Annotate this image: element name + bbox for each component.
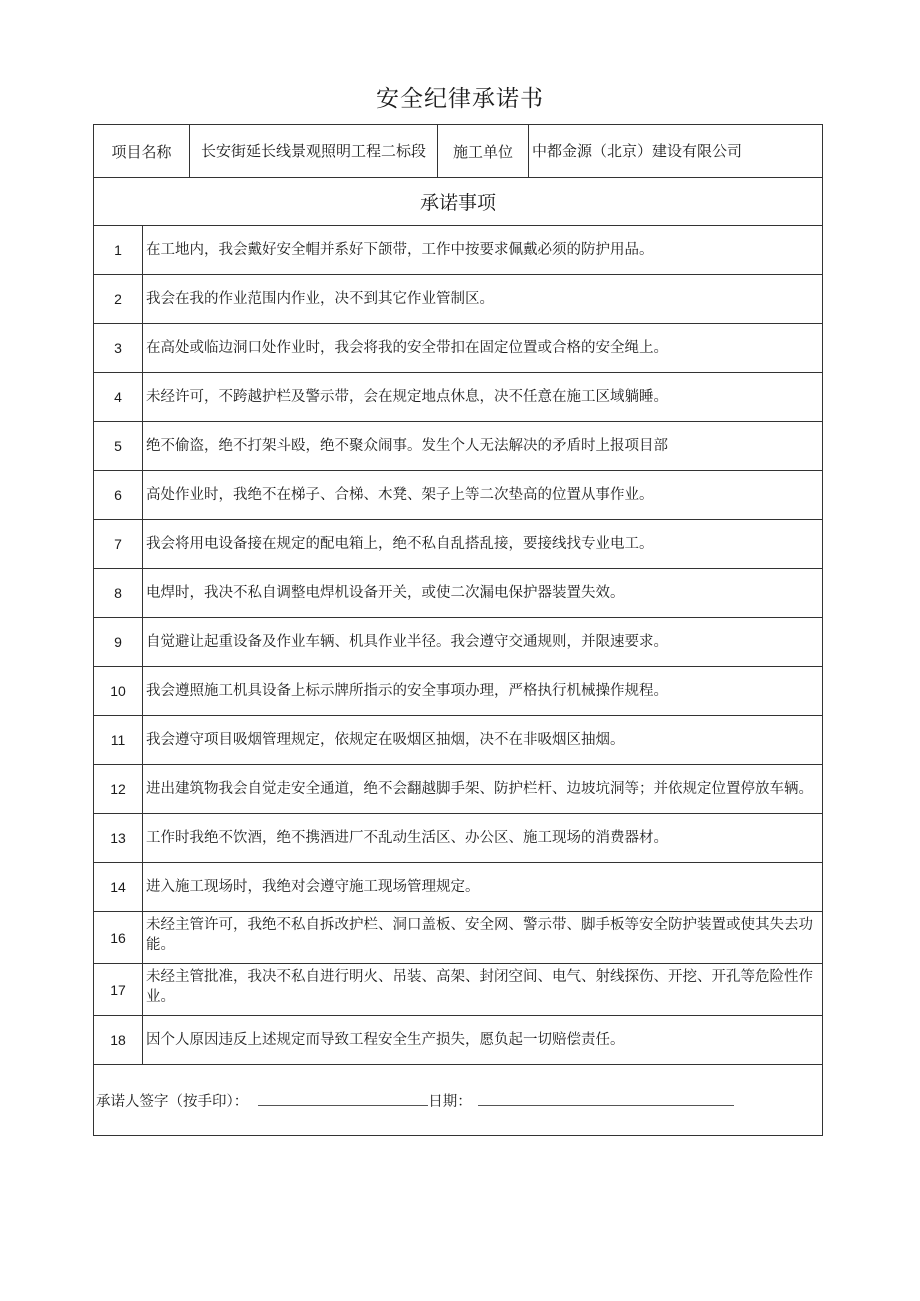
commitment-item-row	[94, 520, 823, 569]
commitment-item-row	[94, 765, 823, 814]
project-name-value: 长安街延长线景观照明工程二标段	[190, 125, 438, 178]
section-header-row	[94, 178, 823, 226]
item-number: 13	[94, 814, 143, 863]
item-text: 高处作业时，我绝不在梯子、合梯、木凳、架子上等二次垫高的位置从事作业。	[143, 471, 823, 520]
commitment-item-row	[94, 667, 823, 716]
item-text: 未经许可，不跨越护栏及警示带，会在规定地点休息，决不任意在施工区域躺睡。	[143, 373, 823, 422]
item-number: 8	[94, 569, 143, 618]
item-number: 10	[94, 667, 143, 716]
item-text: 未经主管许可，我绝不私自拆改护栏、洞口盖板、安全网、警示带、脚手板等安全防护装置或使其失去功能。	[143, 912, 823, 964]
commitment-table	[93, 124, 823, 1136]
signature-cell	[94, 1065, 823, 1136]
commitment-item-row	[94, 373, 823, 422]
commitment-item-row	[94, 912, 823, 964]
commitment-item-row	[94, 275, 823, 324]
commitment-item-row	[94, 226, 823, 275]
construction-unit-label: 施工单位	[438, 125, 529, 178]
item-text: 进入施工现场时，我绝对会遵守施工现场管理规定。	[143, 863, 823, 912]
item-text: 因个人原因违反上述规定而导致工程安全生产损失，愿负起一切赔偿责任。	[143, 1016, 823, 1065]
project-info-row	[94, 125, 823, 178]
item-text: 在工地内，我会戴好安全帽并系好下颌带，工作中按要求佩戴必须的防护用品。	[143, 226, 823, 275]
signature-line[interactable]	[258, 1091, 428, 1106]
commitment-item-row	[94, 471, 823, 520]
commitment-item-row	[94, 863, 823, 912]
item-number: 4	[94, 373, 143, 422]
item-text: 我会在我的作业范围内作业，决不到其它作业管制区。	[143, 275, 823, 324]
item-number: 3	[94, 324, 143, 373]
signer-label: 承诺人签字（按手印）：	[96, 1093, 249, 1110]
item-number: 6	[94, 471, 143, 520]
document-title: 安全纪律承诺书	[376, 86, 544, 112]
item-number: 7	[94, 520, 143, 569]
item-text: 在高处或临边洞口处作业时，我会将我的安全带扣在固定位置或合格的安全绳上。	[143, 324, 823, 373]
item-text: 我会遵守项目吸烟管理规定，依规定在吸烟区抽烟，决不在非吸烟区抽烟。	[143, 716, 823, 765]
item-number: 1	[94, 226, 143, 275]
item-text: 工作时我绝不饮酒，绝不携酒进厂不乱动生活区、办公区、施工现场的消费器材。	[143, 814, 823, 863]
item-number: 14	[94, 863, 143, 912]
item-text: 我会遵照施工机具设备上标示牌所指示的安全事项办理，严格执行机械操作规程。	[143, 667, 823, 716]
item-number: 12	[94, 765, 143, 814]
item-number: 11	[94, 716, 143, 765]
commitment-item-row	[94, 716, 823, 765]
commitment-item-row	[94, 964, 823, 1016]
item-number: 9	[94, 618, 143, 667]
item-text: 未经主管批准，我决不私自进行明火、吊装、高架、封闭空间、电气、射线探伤、开挖、开孔等危险性作业。	[143, 964, 823, 1016]
commitment-item-row	[94, 814, 823, 863]
project-name-label: 项目名称	[94, 125, 190, 178]
commitment-item-row	[94, 1016, 823, 1065]
commitment-item-row	[94, 324, 823, 373]
item-number: 2	[94, 275, 143, 324]
date-label: 日期：	[428, 1093, 472, 1110]
signature-row	[94, 1065, 823, 1136]
section-title: 承诺事项	[94, 178, 823, 226]
date-line[interactable]	[478, 1091, 734, 1106]
commitment-item-row	[94, 422, 823, 471]
item-number: 17	[94, 964, 143, 1016]
construction-unit-value: 中都金源（北京）建设有限公司	[529, 125, 823, 178]
item-number: 5	[94, 422, 143, 471]
item-number: 16	[94, 912, 143, 964]
item-text: 我会将用电设备接在规定的配电箱上，绝不私自乱搭乱接，要接线找专业电工。	[143, 520, 823, 569]
item-text: 进出建筑物我会自觉走安全通道，绝不会翻越脚手架、防护栏杆、边坡坑洞等；并依规定位置停放车辆。	[143, 765, 823, 814]
commitment-item-row	[94, 618, 823, 667]
item-number: 18	[94, 1016, 143, 1065]
item-text: 自觉避让起重设备及作业车辆、机具作业半径。我会遵守交通规则，并限速要求。	[143, 618, 823, 667]
item-text: 绝不偷盗，绝不打架斗殴，绝不聚众闹事。发生个人无法解决的矛盾时上报项目部	[143, 422, 823, 471]
commitment-item-row	[94, 569, 823, 618]
item-text: 电焊时，我决不私自调整电焊机设备开关，或使二次漏电保护器装置失效。	[143, 569, 823, 618]
